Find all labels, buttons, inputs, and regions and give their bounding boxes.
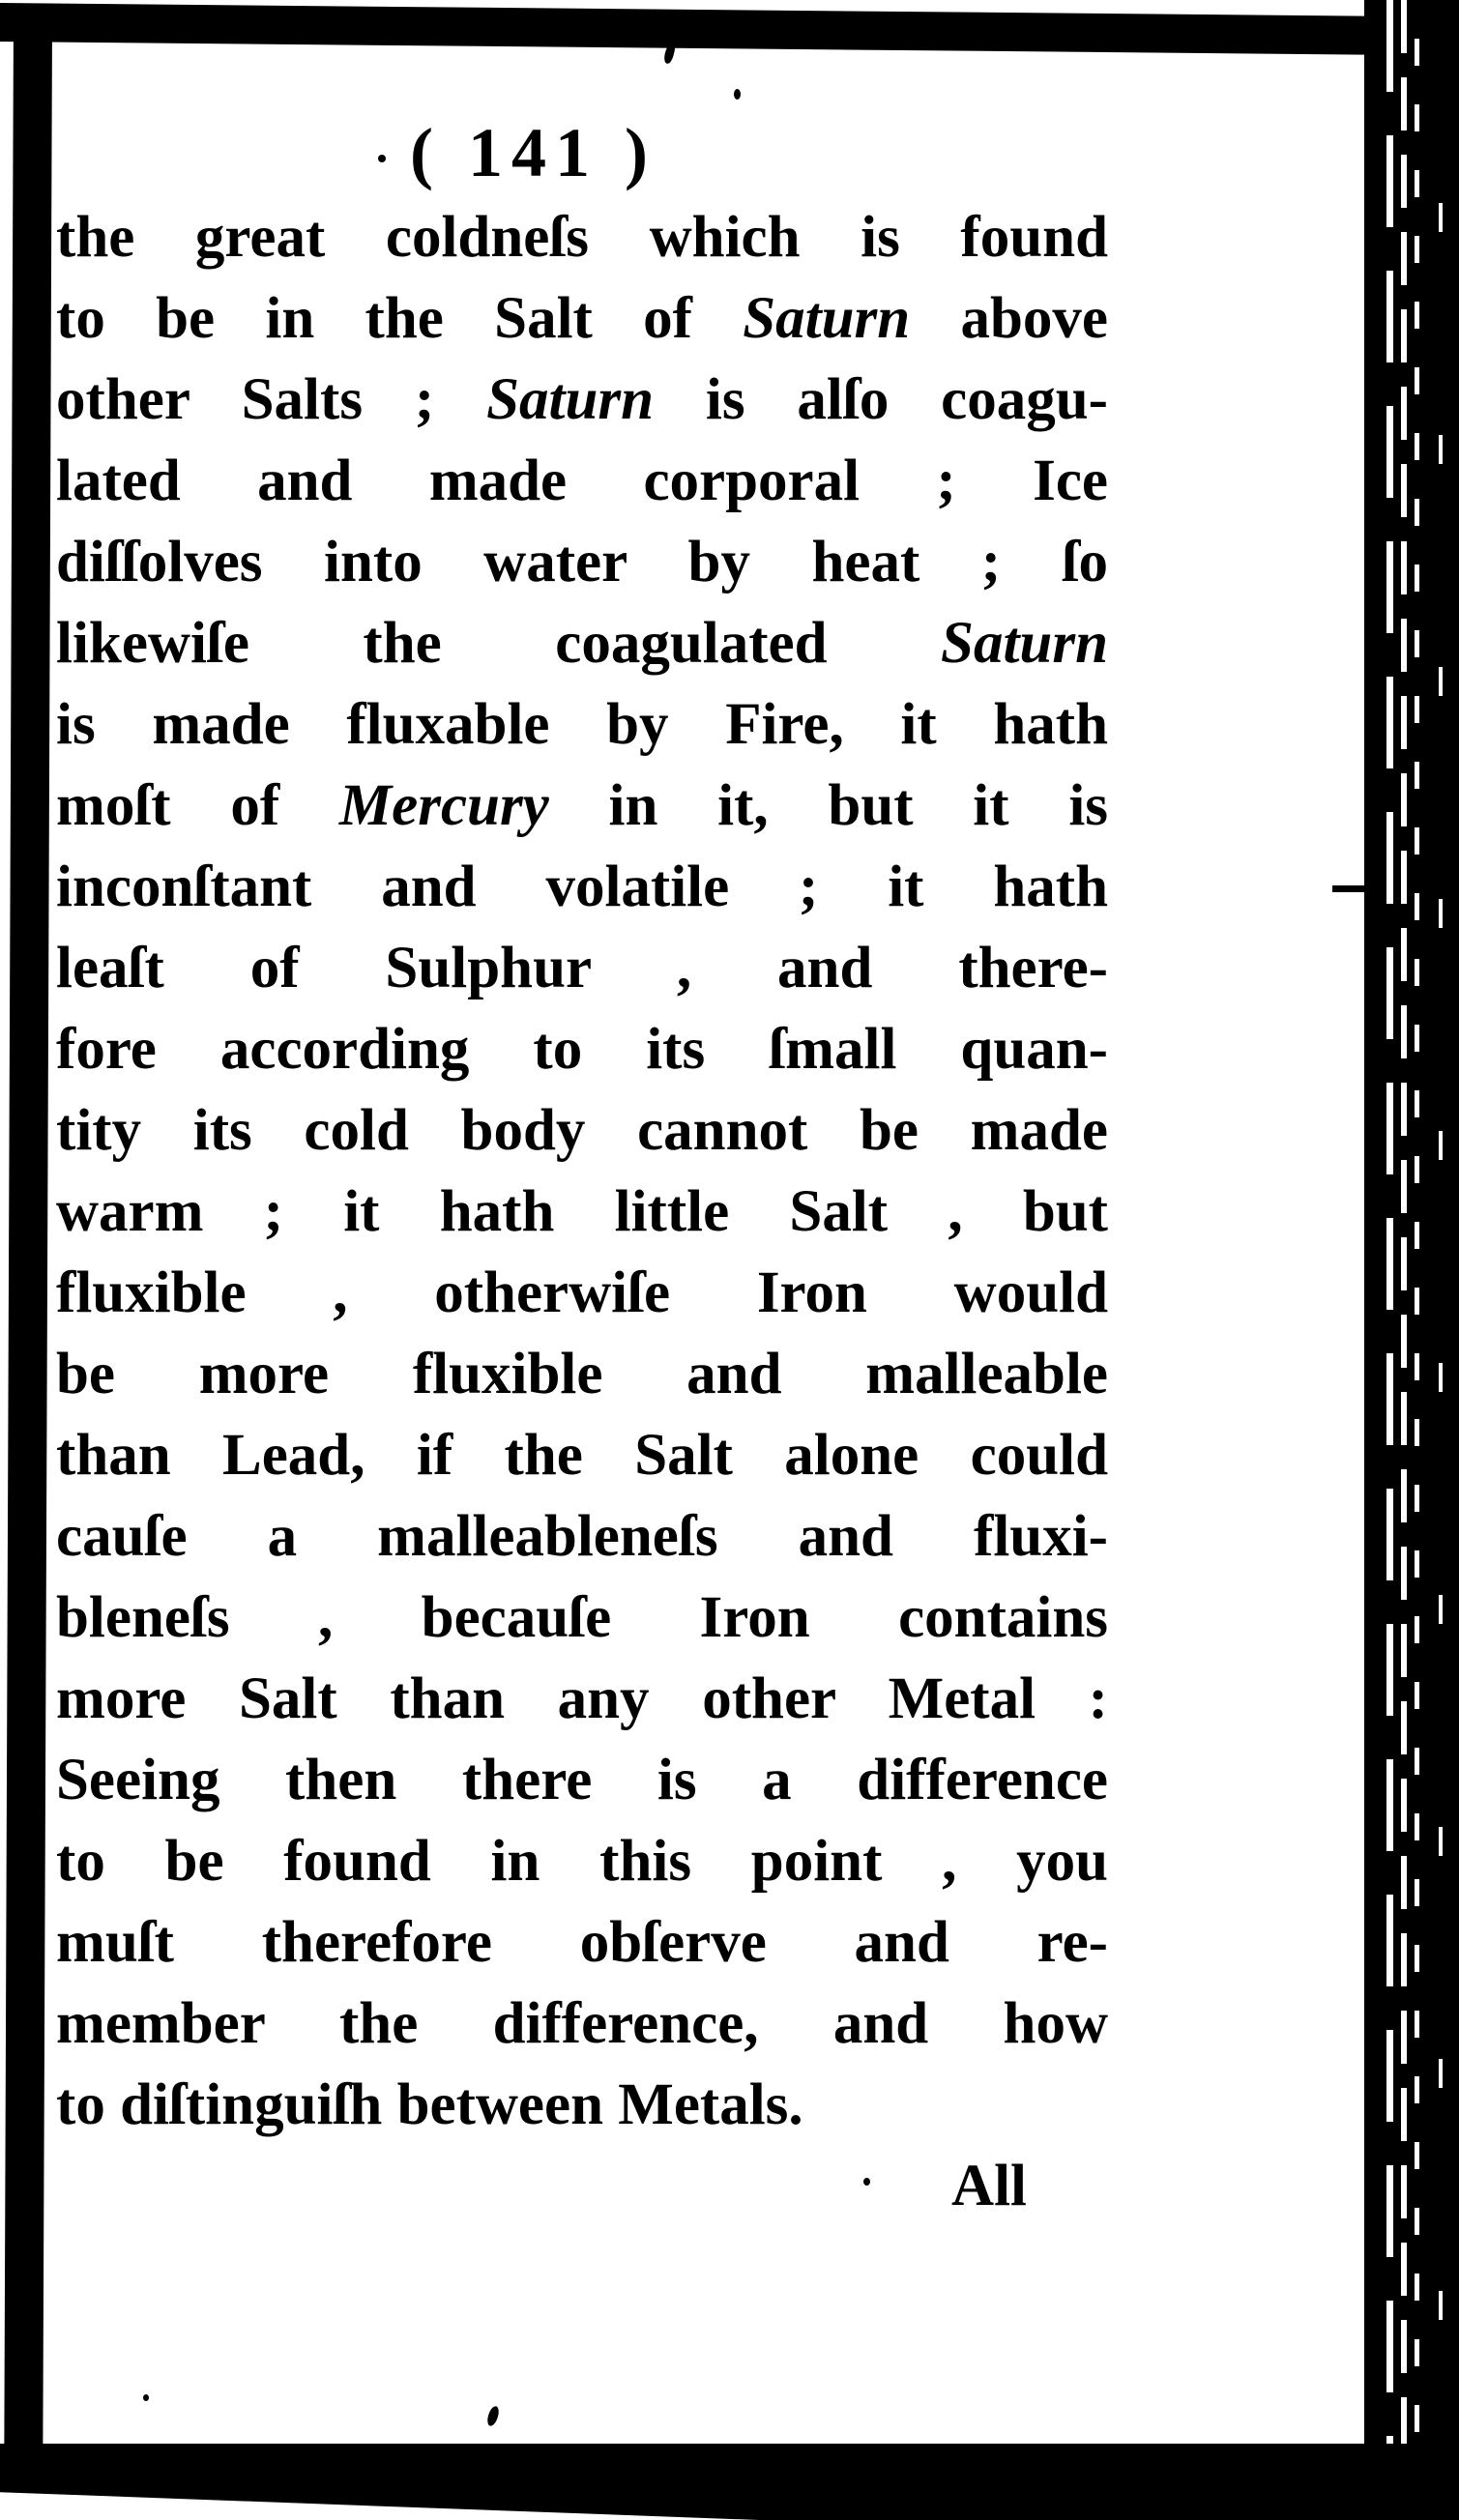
text-line [56, 441, 1108, 522]
binding-streak [1401, 0, 1407, 2520]
text-line [56, 603, 1108, 684]
italic-text-run: Mercury [338, 773, 549, 838]
text-run: inconſtant and volatile ; it hath [56, 854, 1108, 919]
text-line [56, 1740, 1108, 1821]
text-line [56, 766, 1108, 847]
text-run: member the difference, and how [56, 1991, 1108, 2056]
binding-streak [1415, 0, 1419, 2520]
text-run: likewiſe the coagulated [56, 611, 942, 676]
text-line [56, 1659, 1108, 1740]
edge-tick-mark [1332, 885, 1373, 892]
text-run: is alſo coagu- [654, 367, 1108, 432]
text-line [56, 928, 1108, 1009]
text-run: warm ; it hath little Salt , but [56, 1179, 1108, 1244]
text-run: than Lead, if the Salt alone could [56, 1423, 1108, 1488]
text-run: to be in the Salt of [56, 286, 744, 351]
text-line [56, 1009, 1108, 1090]
italic-text-run: Saturn [486, 367, 655, 432]
text-run: the great coldneſs which is found [56, 205, 1108, 270]
text-line [56, 1984, 1108, 2065]
text-line [56, 684, 1108, 766]
text-line [56, 1821, 1108, 1902]
text-line [56, 847, 1108, 928]
text-line [56, 522, 1108, 603]
text-run: to diſtinguiſh between Metals. [56, 2072, 803, 2137]
text-line [56, 1902, 1108, 1984]
text-run: be more fluxible and malleable [56, 1342, 1108, 1406]
text-line [56, 197, 1108, 278]
body-text [56, 0, 1108, 2227]
text-run: to be found in this point , you [56, 1829, 1108, 1894]
text-run: muſt therefore obſerve and re- [56, 1910, 1108, 1975]
text-line [56, 278, 1108, 360]
text-run: moſt of [56, 773, 339, 838]
ink-speck [143, 2394, 149, 2401]
italic-text-run: Saturn [743, 286, 911, 351]
text-run: in it, but it is [548, 773, 1108, 838]
text-line [56, 1090, 1108, 1172]
text-line [56, 1334, 1108, 1415]
ink-speck [486, 2405, 500, 2427]
text-run: is made fluxable by Fire, it hath [56, 692, 1108, 757]
text-run: above [910, 286, 1108, 351]
text-run: tity its cold body cannot be made [56, 1098, 1108, 1163]
text-line [56, 1253, 1108, 1334]
binding-edge-band [1364, 0, 1459, 2520]
text-run: bleneſs , becauſe Iron contains [56, 1585, 1108, 1650]
text-run: other Salts ; [56, 367, 487, 432]
page-number: ( 141 ) [410, 114, 657, 191]
text-run: more Salt than any other Metal : [56, 1666, 1108, 1731]
text-run: fore according to its ſmall quan- [56, 1017, 1108, 1082]
text-line [56, 2065, 1108, 2146]
text-run: Seeing then there is a difference [56, 1748, 1108, 1812]
text-run: lated and made corporal ; Ice [56, 449, 1108, 513]
text-run: fluxible , otherwiſe Iron would [56, 1260, 1108, 1325]
text-line [56, 1496, 1108, 1578]
text-line [56, 1415, 1108, 1496]
binding-streak [1386, 0, 1393, 2520]
binding-streak [1439, 0, 1443, 2520]
text-run: leaſt of Sulphur , and there- [56, 936, 1108, 1000]
text-line [56, 1578, 1108, 1659]
catchword: All [951, 2154, 1027, 2218]
italic-text-run: Saturn [941, 611, 1108, 676]
text-run: cauſe a malleableneſs and fluxi- [56, 1504, 1108, 1569]
text-line [56, 360, 1108, 441]
left-edge-bar [4, 19, 52, 2450]
text-run: diſſolves into water by heat ; ſo [56, 530, 1108, 594]
text-line [56, 1172, 1108, 1253]
